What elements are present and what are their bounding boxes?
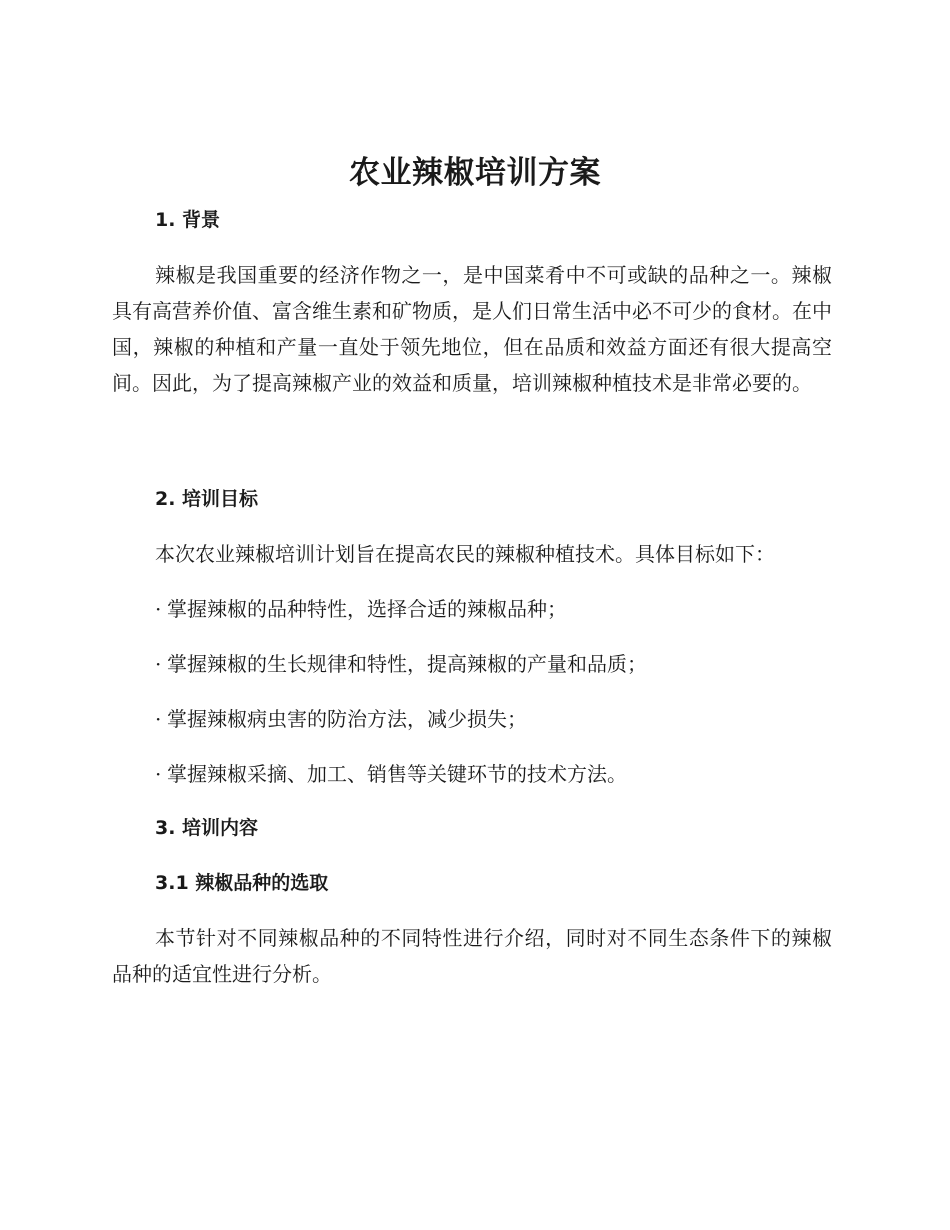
list-item-text: 掌握辣椒病虫害的防治方法，减少损失； [167,707,527,731]
list-item-text: 掌握辣椒的生长规律和特性，提高辣椒的产量和品质； [167,652,647,676]
list-item [155,646,845,682]
bullet-symbol: · [155,707,162,731]
varieties-paragraph: 本节针对不同辣椒品种的不同特性进行介绍，同时对不同生态条件下的辣椒品种的适宜性进行分析。 [112,926,832,986]
bullet-symbol: · [155,652,162,676]
background-paragraph: 辣椒是我国重要的经济作物之一，是中国菜肴中不可或缺的品种之一。辣椒具有高营养价值、富含维生素和矿物质，是人们日常生活中必不可少的食材。在中国，辣椒的种植和产量一直处于领先地位，但在品质和效益方面还有很大提高空间。因此，为了提高辣椒产业的效益和质量，培训辣椒种植技术是非常必要的。 [112,263,832,395]
list-item-text: 掌握辣椒采摘、加工、销售等关键环节的技术方法。 [167,762,627,786]
bullet-symbol: · [155,762,162,786]
list-item [155,701,845,737]
document-title: 农业辣椒培训方案 [349,155,601,191]
list-item-text: 掌握辣椒的品种特性，选择合适的辣椒品种； [167,597,567,621]
list-item [155,591,845,627]
section-heading-goals: 2. 培训目标 [155,488,259,510]
goals-intro: 本次农业辣椒培训计划旨在提高农民的辣椒种植技术。具体目标如下： [155,542,775,566]
section-heading-content: 3. 培训内容 [155,817,259,839]
section-heading-background: 1. 背景 [155,209,221,231]
subsection-heading-varieties: 3.1 辣椒品种的选取 [155,872,329,894]
bullet-symbol: · [155,597,162,621]
list-item [155,756,845,792]
